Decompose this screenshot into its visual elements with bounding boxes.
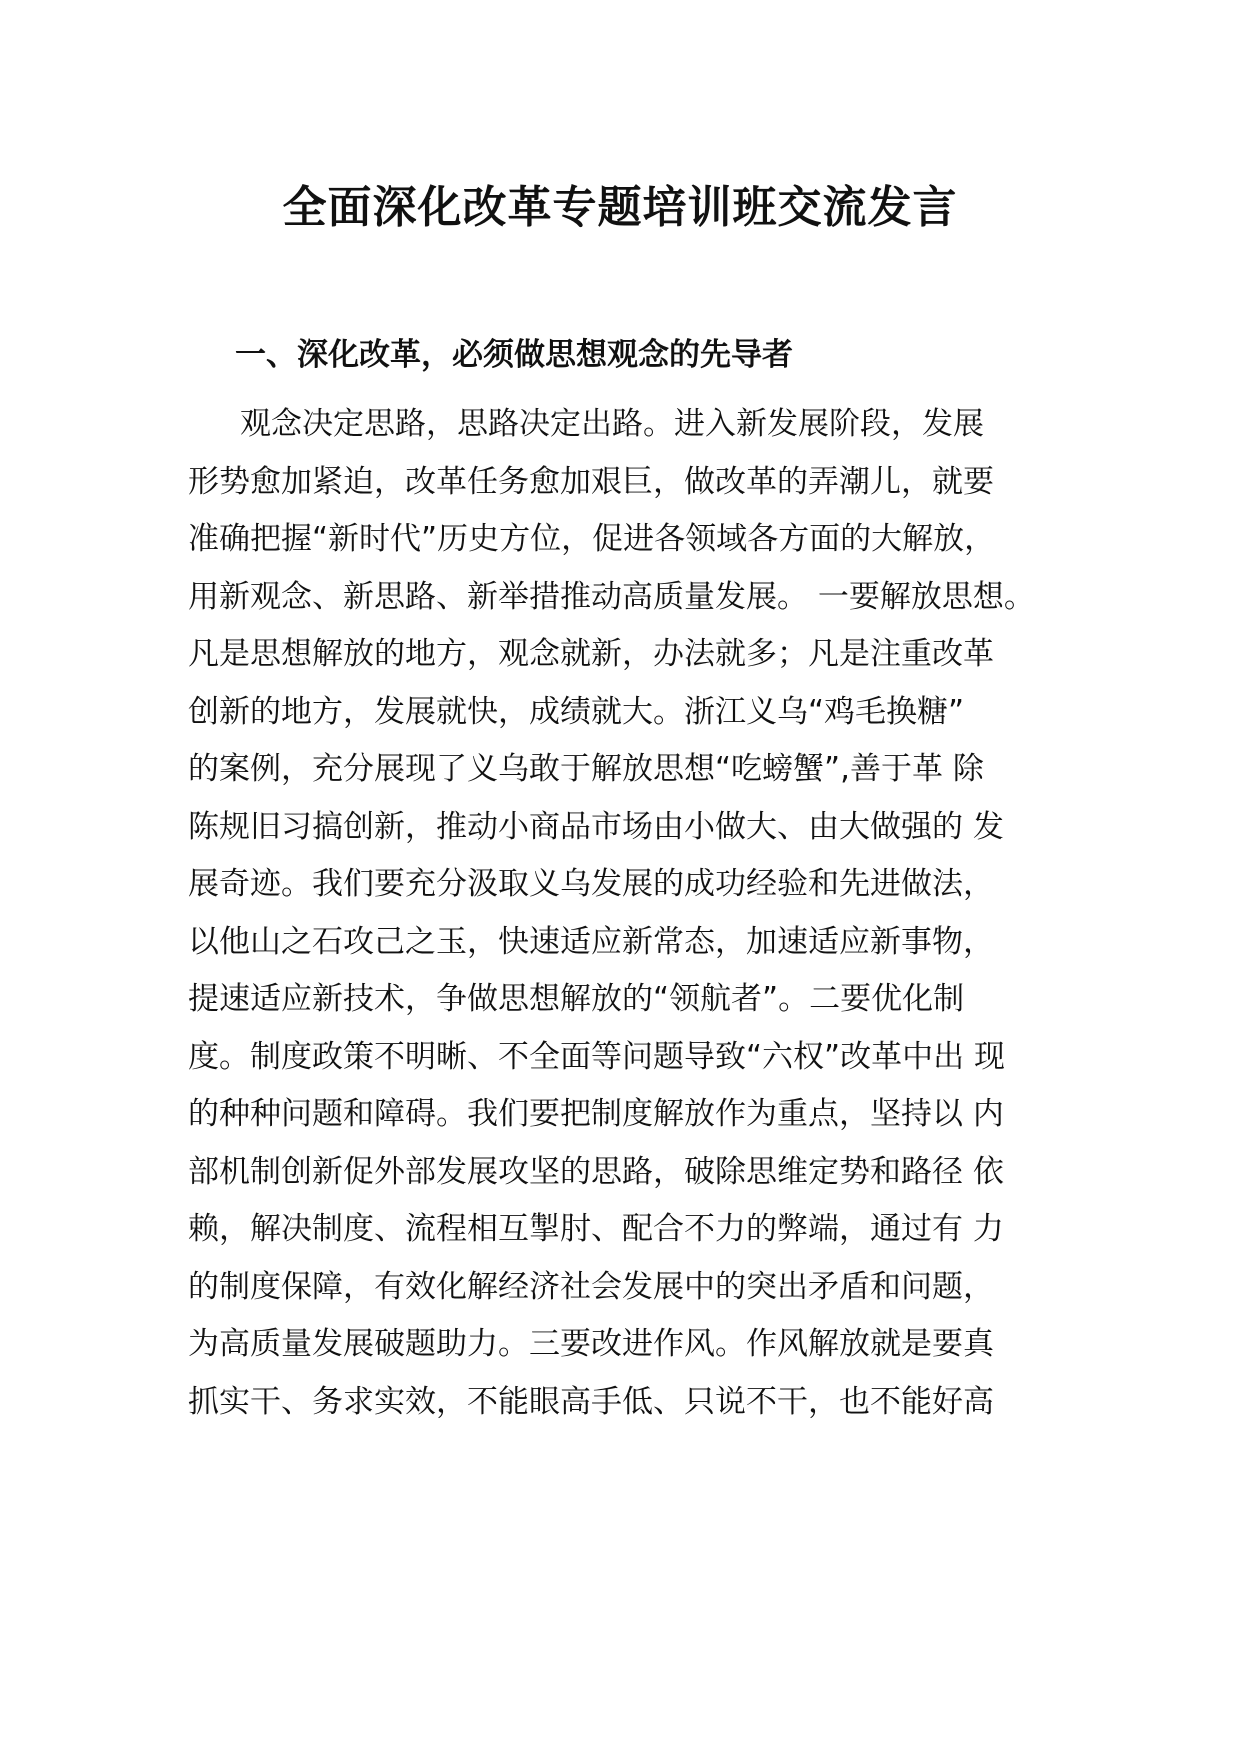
body-line: 准确把握“新时代”历史方位，促进各领域各方面的大解放， (188, 521, 996, 557)
body-line: 的制度保障，有效化解经济社会发展中的突出矛盾和问题， (188, 1268, 994, 1305)
body-line: 度。制度政策不明晰、不全面等问题导致“六权”改革中出 现 (188, 1038, 1005, 1075)
section-heading: 一、深化改革，必须做思想观念的先导者 (235, 337, 793, 373)
body-line: 的种种问题和障碍。我们要把制度解放作为重点，坚持以 内 (188, 1096, 1004, 1132)
body-line: 以他山之石攻己之玉，快速适应新常态，加速适应新事物， (188, 923, 994, 960)
body-line: 创新的地方，发展就快，成绩就大。浙江义乌“鸡毛换糖” (188, 693, 965, 730)
body-line: 展奇迹。我们要充分汲取义乌发展的成功经验和先进做法， (188, 866, 994, 902)
body-line: 观念决定思路，思路决定出路。进入新发展阶段，发展 (240, 406, 984, 442)
body-line: 赖，解决制度、流程相互掣肘、配合不力的弊端，通过有 力 (188, 1211, 1004, 1247)
body-line: 提速适应新技术，争做思想解放的“领航者”。二要优化制 (188, 981, 965, 1017)
body-line: 部机制创新促外部发展攻坚的思路，破除思维定势和路径 依 (188, 1153, 1004, 1190)
body-paragraph (188, 396, 1088, 1431)
body-line: 为高质量发展破题助力。三要改进作风。作风解放就是要真 (188, 1326, 994, 1362)
body-line: 抓实干、务求实效，不能眼高手低、只说不干，也不能好高 (188, 1383, 994, 1420)
document-title: 全面深化改革专题培训班交流发言 (282, 182, 958, 233)
body-line: 的案例，充分展现了义乌敢于解放思想“吃螃蟹”,善于革 除 (188, 751, 984, 787)
body-line: 凡是思想解放的地方，观念就新，办法就多；凡是注重改革 (188, 636, 994, 672)
body-line: 形势愈加紧迫，改革任务愈加艰巨，做改革的弄潮儿，就要 (188, 463, 994, 500)
body-line: 陈规旧习搞创新，推动小商品市场由小做大、由大做强的 发 (188, 808, 1004, 845)
body-line: 用新观念、新思路、新举措推动高质量发展。 一要解放思想。 (188, 578, 1035, 615)
